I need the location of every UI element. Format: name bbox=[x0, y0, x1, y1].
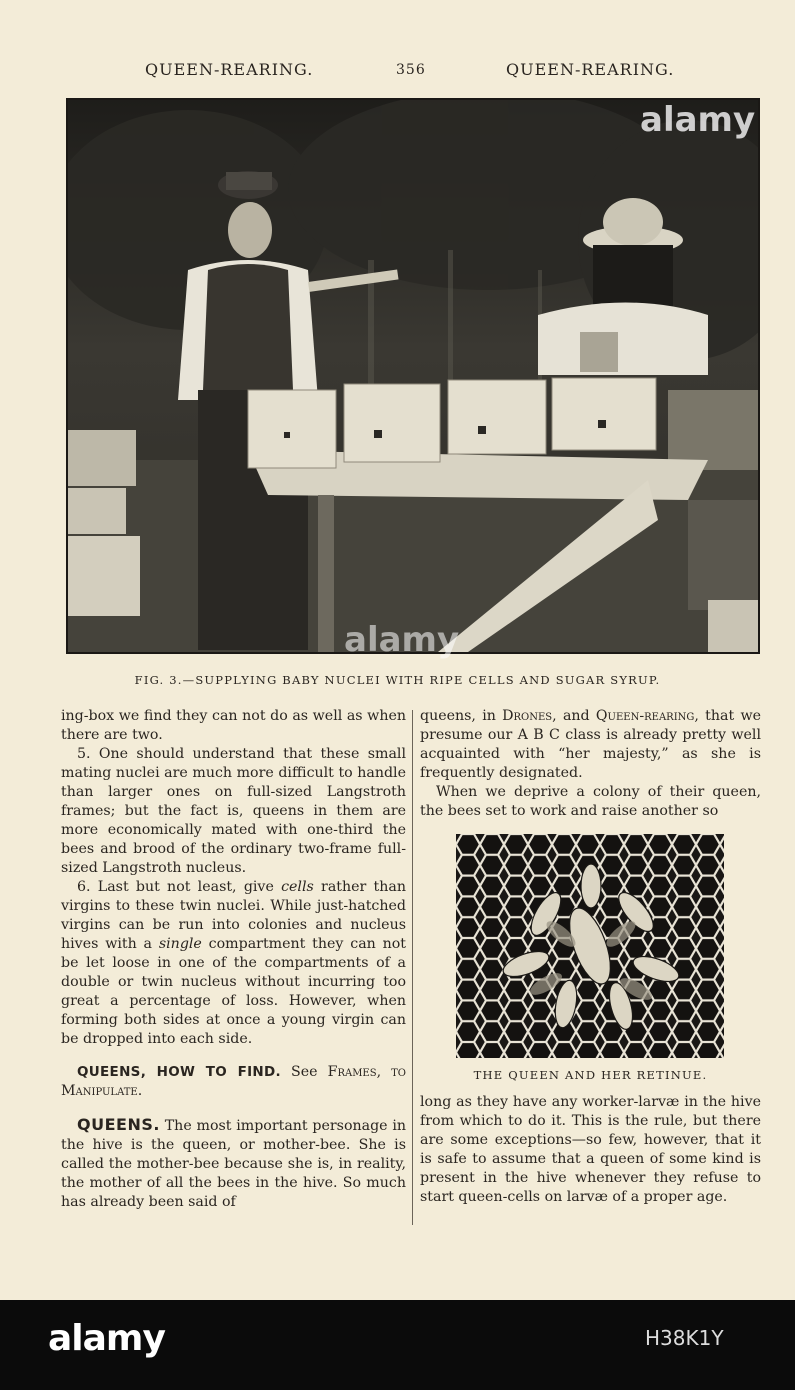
honeycomb-bees-illustration bbox=[456, 834, 724, 1058]
page-number: 356 bbox=[396, 62, 426, 78]
italic-cells: cells bbox=[281, 879, 314, 895]
photo-plate bbox=[66, 98, 760, 654]
entry-heading: QUEENS. bbox=[77, 1115, 160, 1134]
running-head bbox=[0, 60, 795, 84]
watermark-overlay: alamy bbox=[640, 100, 756, 140]
figure-caption: FIG. 3.—SUPPLYING BABY NUCLEI WITH RIPE CELLS AND SUGAR SYRUP. bbox=[134, 673, 661, 687]
paragraph: 5. One should understand that these small mating nuclei are much more difficult to handle than larger ones on full-sized Langstroth frames; but the fact is, queens in them are more economically mated with one-third the bees and brood of the ordinary two-frame full-sized Langstroth nucleus. bbox=[61, 746, 406, 876]
entry-queens-how-to-find: QUEENS, HOW TO FIND. See Frames, to Manipulate. bbox=[61, 1064, 407, 1099]
paragraph: queens, in Drones, and Queen-rearing, that we presume our A B C class is already pretty well acquainted with “her majesty,” as she is frequently designated. bbox=[420, 708, 761, 781]
watermark-overlay: alamy bbox=[344, 620, 460, 660]
entry-heading: QUEENS, HOW TO FIND. bbox=[77, 1064, 281, 1080]
queen-retinue-engraving bbox=[456, 834, 724, 1058]
right-column-top bbox=[420, 707, 761, 821]
paragraph: 6. Last but not least, give cells rather than virgins to these twin nuclei. While just-hatched virgins can be run into colonies and nucleus hives with a single compartment they can not be let loose in one of the compartments of a double or twin nucleus without incurring too great a percentage of loss. However, when forming both sides at once a young virgin can be dropped into each side. bbox=[61, 879, 407, 1047]
engraving-caption: THE QUEEN AND HER RETINUE. bbox=[473, 1068, 708, 1082]
column-rule bbox=[412, 710, 413, 1225]
image-id: H38K1Y bbox=[645, 1326, 724, 1350]
paragraph: long as they have any worker-larvæ in the hive from which to do it. This is the rule, but there are some exceptions—so few, however, that it is safe to assume that a queen of some kind is present in the hive whenever they refuse to start queen-cells on larvæ of a proper age. bbox=[420, 1094, 761, 1205]
cross-reference: Drones bbox=[502, 708, 553, 724]
beekeepers-photo bbox=[68, 100, 758, 652]
cross-reference: Queen-rearing bbox=[595, 708, 695, 724]
left-column bbox=[61, 707, 406, 1212]
italic-single: single bbox=[158, 936, 202, 952]
entry-queens: QUEENS. The most important personage in the hive is the queen, or mother-bee. She is called the mother-bee because she is, in reality, the mother of all the bees in the hive. So much has already been said of bbox=[61, 1115, 406, 1210]
cross-reference: Frames, to Manipulate. bbox=[61, 1064, 407, 1099]
right-column-bottom bbox=[420, 1093, 761, 1207]
alamy-logo: alamy bbox=[48, 1318, 165, 1359]
paragraph: When we deprive a colony of their queen, the bees set to work and raise another so bbox=[420, 784, 761, 819]
paragraph: ing-box we find they can not do as well as when there are two. bbox=[61, 708, 406, 743]
running-head-right: QUEEN-REARING. bbox=[506, 60, 675, 79]
running-head-left: QUEEN-REARING. bbox=[145, 60, 314, 79]
